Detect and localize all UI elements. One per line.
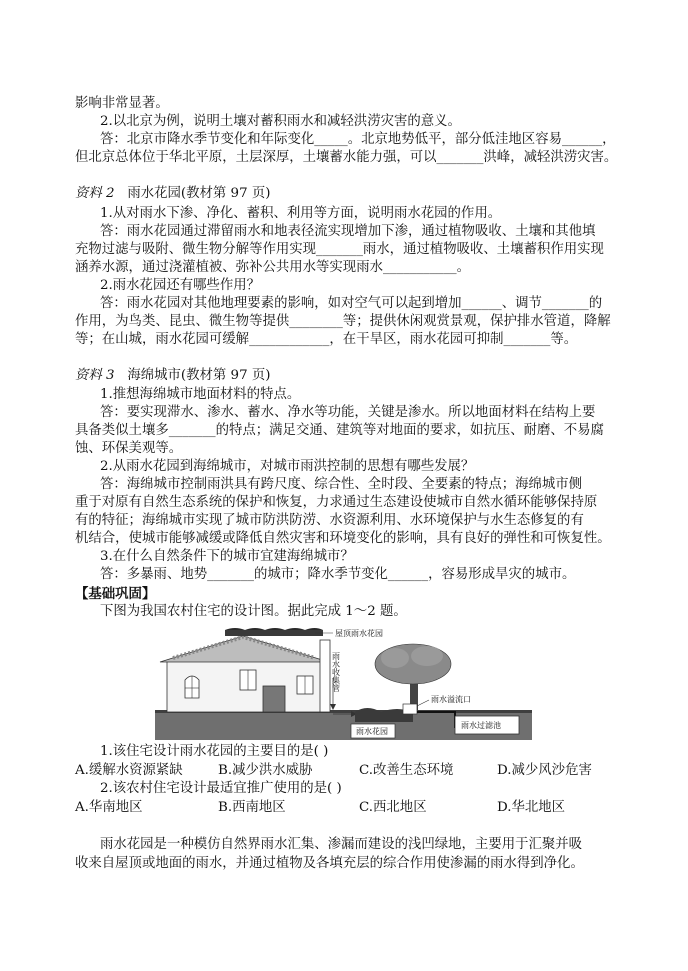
question-line: 2.雨水花园还有哪些作用？: [100, 278, 261, 293]
text-line: 涵养水源，通过浇灌植被、弥补公共用水等实现雨水___________。: [75, 260, 471, 275]
paragraph-line: 收来自屋顶或地面的雨水，并通过植物及各填充层的综合作用使渗漏的雨水得到净化。: [75, 856, 584, 871]
section-heading: 【基础巩固】: [75, 586, 156, 602]
collector-pipe-label: 雨水收集管: [331, 652, 341, 692]
option-a[interactable]: A.华南地区: [75, 800, 143, 815]
answer-line: 答：要实现滞水、渗水、蓄水、净水等功能，关键是渗水。所以地面材料在结构上要: [100, 405, 596, 420]
text-line: 蚀、环保美观等。: [75, 441, 183, 456]
question-line: 2.从雨水花园到海绵城市，对城市雨洪控制的思想有哪些发展？: [100, 459, 475, 474]
question-line: 2.该农村住宅设计最适宜推广使用的是( ): [100, 781, 342, 796]
roof: [160, 636, 329, 662]
answer-line: 答：雨水花园通过滞留雨水和地表径流实现增加下渗，通过植物吸收、土壤和其他填: [100, 224, 596, 239]
text-line: 重于对原有自然生态系统的保护和恢复，力求通过生态建设使城市自然水循环能够保持原: [75, 495, 598, 510]
question-line: 1.该住宅设计雨水花园的主要目的是( ): [100, 744, 329, 759]
filter-pool-label: 雨水过滤池: [461, 721, 501, 730]
roof-garden-label: 屋顶雨水花园: [335, 629, 383, 638]
answer-line: 答：北京市降水季节变化和年际变化_____。北京地势低平，部分低洼地区容易______，: [100, 132, 616, 147]
material-2-heading: [75, 185, 270, 203]
paragraph-line: 雨水花园是一种模仿自然界雨水汇集、渗漏而建设的浅凹绿地，主要用于汇聚并吸: [100, 837, 583, 852]
text-line: 有的特征；海绵城市实现了城市防洪防涝、水资源利用、水环境保护与水生态修复的有: [75, 513, 584, 528]
question-line: 3.在什么自然条件下的城市宜建海绵城市？: [100, 549, 354, 564]
answer-line: 答：雨水花园对其他地理要素的影响，如对空气可以起到增加______、调节_______的: [100, 296, 603, 311]
material-3-heading: [75, 367, 270, 385]
text-line: 但北京总体位于华北平原，土层深厚，土壤蓄水能力强，可以_______洪峰，减轻洪涝灾害。: [75, 150, 618, 165]
option-c[interactable]: C.西北地区: [359, 800, 427, 815]
instruction-line: 下图为我国农村住宅的设计图。据此完成 1～2 题。: [100, 604, 407, 619]
question-line: 1.从对雨水下渗、净化、蓄积、利用等方面，说明雨水花园的作用。: [100, 206, 502, 221]
option-b[interactable]: B.西南地区: [218, 800, 286, 815]
material-tag: 资料 2: [75, 186, 115, 201]
answer-line: 答：海绵城市控制雨洪具有跨尺度、综合性、全时段、全要素的特点；海绵城市侧: [100, 477, 583, 492]
text-line: 机结合，使城市能够减缓或降低自然灾害和环境变化的影响，具有良好的弹性和可恢复性。: [75, 531, 611, 546]
option-c[interactable]: C.改善生态环境: [359, 763, 454, 778]
material-tag: 资料 3: [75, 368, 115, 383]
text-line: 等；在山城，雨水花园可缓解____________，在干旱区，雨水花园可抑制_______等。: [75, 332, 578, 347]
overflow-label: 雨水溢流口: [431, 695, 471, 704]
option-b[interactable]: B.减少洪水威胁: [218, 763, 313, 778]
text-line: 影响非常显著。: [75, 96, 169, 111]
garden-label: 雨水花园: [356, 727, 388, 736]
text-line: 具备类似土壤多_______的特点；满足交通、建筑等对地面的要求，如抗压、耐磨、不易腐: [75, 423, 604, 438]
question-line: 2.以北京为例，说明土壤对蓄积雨水和减轻洪涝灾害的意义。: [100, 114, 461, 129]
option-d[interactable]: D.华北地区: [497, 800, 566, 815]
material-title: 海绵城市(教材第 97 页): [127, 368, 271, 383]
answer-line: 答：多暴雨、地势_______的城市；降水季节变化______，容易形成旱灾的城市。: [100, 567, 576, 582]
material-title: 雨水花园(教材第 97 页): [127, 186, 271, 201]
roof-garden: [225, 630, 323, 636]
collector-pipe: [320, 640, 330, 712]
text-line: 作用，为鸟类、昆虫、微生物等提供________等；提供休闲观赏景观，保护排水管道，降解: [75, 314, 611, 329]
option-a[interactable]: A.缓解水资源紧缺: [75, 763, 183, 778]
question-line: 1.推想海绵城市地面材料的特点。: [100, 387, 301, 402]
text-line: 充物过滤与吸附、微生物分解等作用实现_______雨水，通过植物吸收、土壤蓄积作用实现: [75, 242, 604, 257]
door: [263, 686, 285, 712]
overflow-outlet: [403, 704, 417, 714]
rural-house-figure: [155, 628, 532, 740]
option-d[interactable]: D.减少风沙危害: [497, 763, 592, 778]
